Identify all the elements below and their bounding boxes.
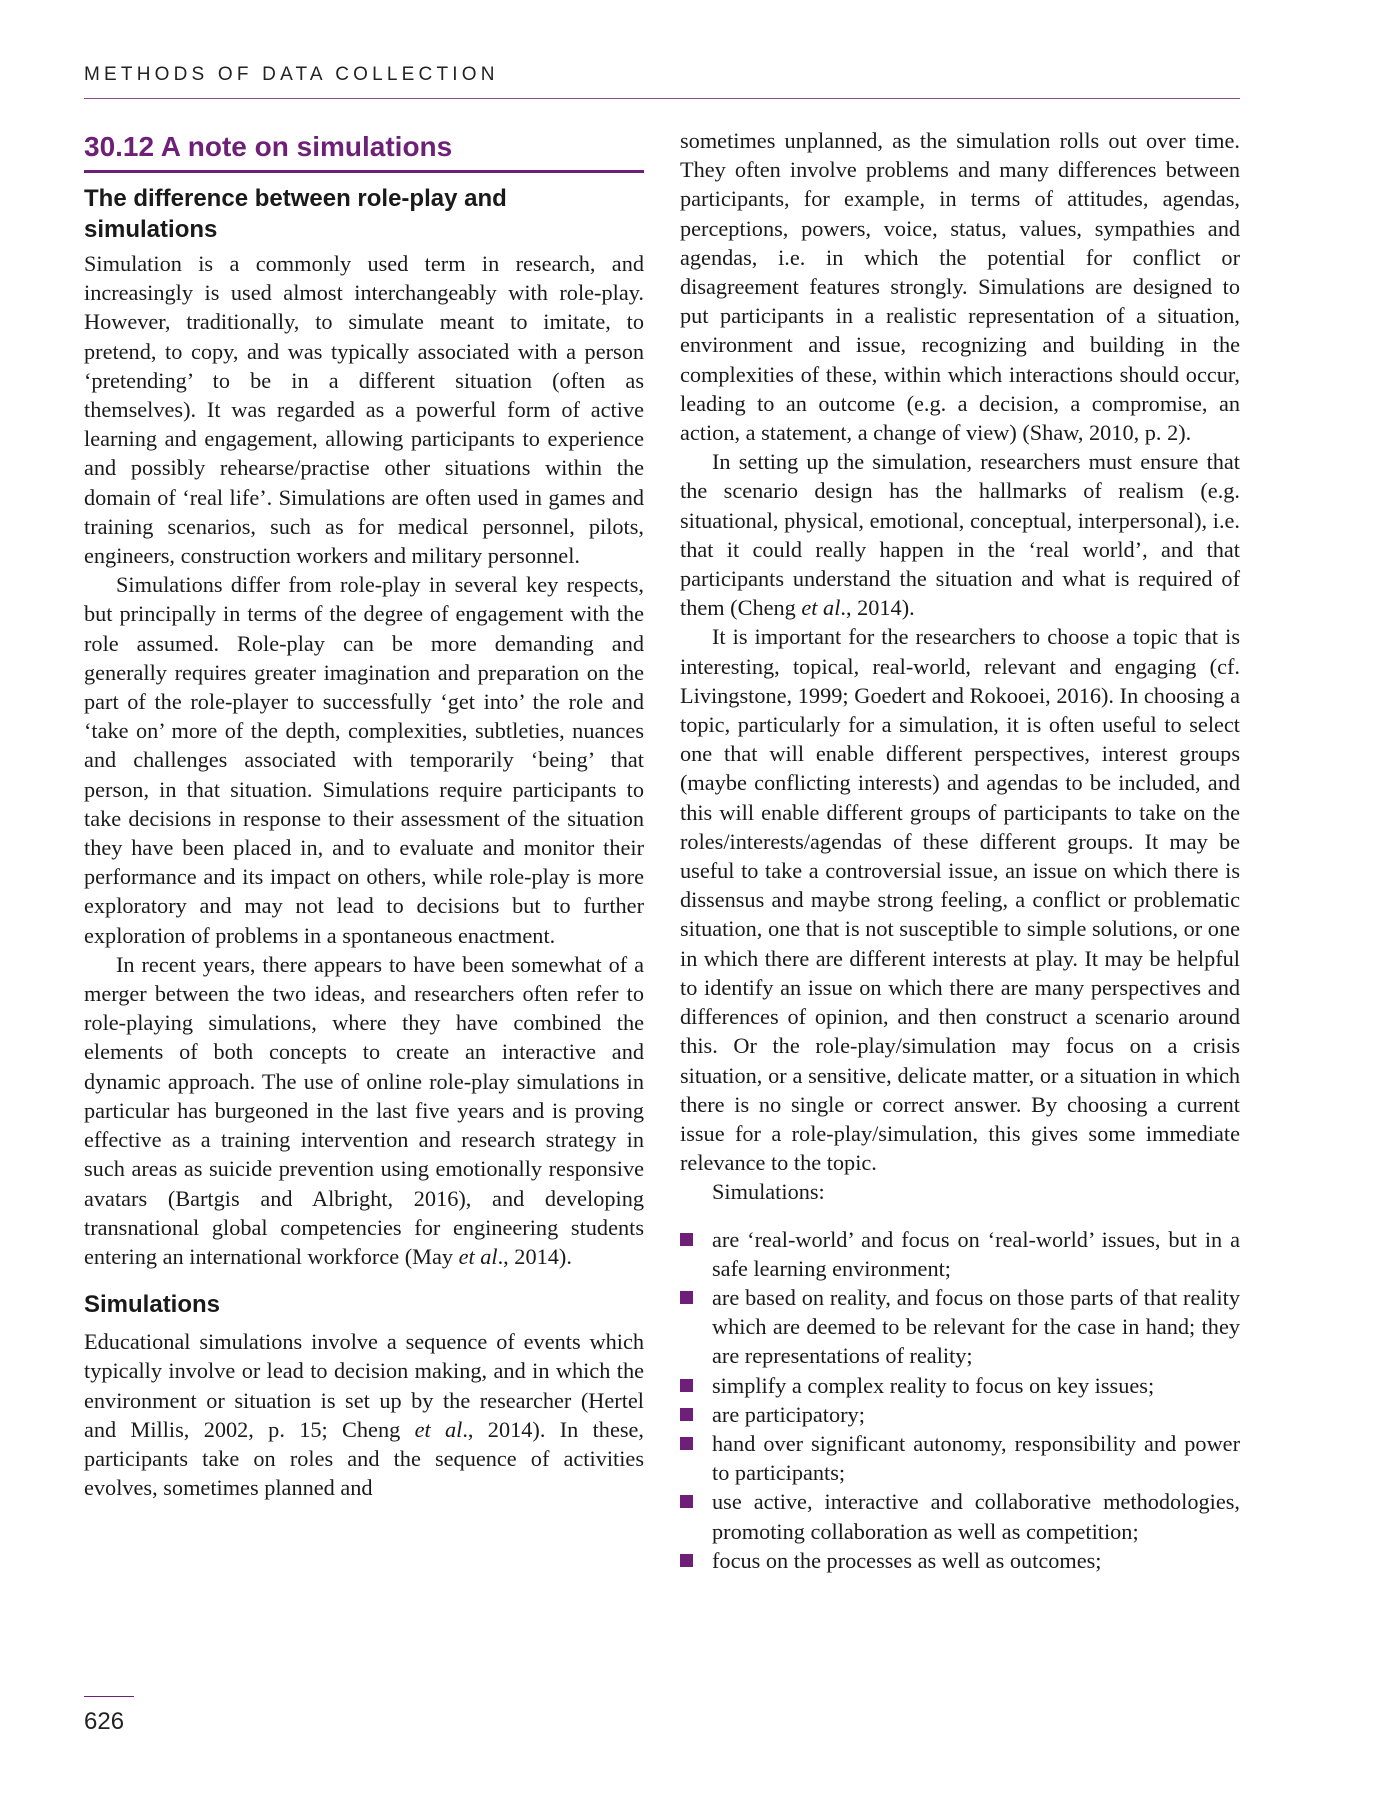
list-item xyxy=(680,1400,1240,1429)
paragraph xyxy=(84,1327,644,1502)
list-item xyxy=(680,1225,1240,1283)
paragraph-text: In setting up the simulation, researchers must ensure that the scenario design has the hallmarks of realism (e.g. situational, physical, emotional, conceptual, interpersonal), i.e. that it could really happen in the ‘real world’, and that participants understand the situation and what is required of them (Cheng xyxy=(680,449,1240,621)
running-head: METHODS OF DATA COLLECTION xyxy=(84,64,499,85)
paragraph: sometimes unplanned, as the simulation rolls out over time. They often involve problems and many differences between participants, for example, in terms of attitudes, agendas, perceptions, powers, voice, status, values, sympathies and agendas, i.e. in which the potential for conflict or disagreement features strongly. Simulations are designed to put participants in a realistic representation of a situation, environment and issue, recognizing and building in the complexities of these, within which interactions should occur, leading to an outcome (e.g. a decision, a compromise, an action, a statement, a change of view) (Shaw, 2010, p. 2). xyxy=(680,128,1240,446)
page-number: 626 xyxy=(84,1708,125,1735)
square-bullet-icon xyxy=(680,1291,693,1304)
paragraph: It is important for the researchers to choose a topic that is interesting, topical, real-world, relevant and engaging (cf. Livingstone, 1999; Goedert and Rokooei, 2016). In choosing a topic, particularly for a simulation, it is often useful to select one that will enable different perspectives, interest groups (maybe conflicting interests) and agendas to be included, and this will enable different groups of participants to take on the roles/interests/agendas of these different groups. It may be useful to take a controversial issue, an issue on which there is dissensus and maybe strong feeling, a conflict or problematic situation, one that is not susceptible to simple solutions, or one in which there are different interests at play. It may be helpful to identify an issue on which there are many perspectives and differences of opinion, and then construct a scenario around this. Or the role-play/simulation may focus on a crisis situation, or a sensitive, delicate matter, or a situation in which there is no single or correct answer. By choosing a current issue for a role-play/simulation, this gives some immediate relevance to the topic. xyxy=(680,624,1240,1176)
italic-citation: et al xyxy=(414,1416,463,1442)
list-item xyxy=(680,1546,1240,1575)
paragraph xyxy=(680,447,1240,622)
paragraph xyxy=(84,950,644,1271)
subhead-roleplay-vs-simulations: The difference between role-play and simulations xyxy=(84,185,507,243)
header-rule xyxy=(84,98,1240,99)
subhead-simulations: Simulations xyxy=(84,1291,221,1319)
list-item-text: simplify a complex reality to focus on key issues; xyxy=(712,1372,1155,1398)
list-item-text: are ‘real-world’ and focus on ‘real-world’ issues, but in a safe learning environment; xyxy=(712,1226,1240,1281)
list-item xyxy=(680,1371,1240,1400)
italic-citation: et al xyxy=(458,1243,498,1269)
list-item-text: are based on reality, and focus on those parts of that reality which are deemed to be relevant for the case in hand; they are representations of reality; xyxy=(712,1284,1240,1369)
square-bullet-icon xyxy=(680,1408,693,1421)
paragraph-text: ., 2014). In these, participants take on roles and the sequence of activities evolves, sometimes planned and xyxy=(84,1416,644,1501)
square-bullet-icon xyxy=(680,1379,693,1392)
list-item xyxy=(680,1487,1240,1545)
square-bullet-icon xyxy=(680,1554,693,1567)
list-intro: Simulations: xyxy=(712,1179,825,1205)
list-item-text: hand over significant autonomy, responsibility and power to participants; xyxy=(712,1430,1240,1486)
left-column xyxy=(84,126,644,1502)
folio-rule xyxy=(84,1696,134,1697)
paragraph-text: In recent years, there appears to have been somewhat of a merger between the two ideas, and researchers often refer to role-playing simulations, where they have combined the elements of both concepts to create an interactive and dynamic approach. The use of online role-play simulations in particular has burgeoned in the last five years and is proving effective as a training intervention and research strategy in such areas as suicide prevention using emotionally responsive avatars (Bartgis and Albright, 2016), and developing transnational global competencies for engineering students entering an international workforce (May xyxy=(84,951,644,1269)
list-item-text: are participatory; xyxy=(712,1401,865,1427)
list-item xyxy=(680,1429,1240,1487)
square-bullet-icon xyxy=(680,1437,693,1450)
list-item xyxy=(680,1283,1240,1371)
section-title: 30.12 A note on simulations xyxy=(84,130,644,173)
list-item-text: use active, interactive and collaborative methodologies, promoting collaboration as well as competition; xyxy=(712,1489,1240,1544)
paragraph: Simulations differ from role-play in several key respects, but principally in terms of the degree of engagement with the role assumed. Role-play can be more demanding and generally requires greater imagination and preparation on the part of the role-player to successfully ‘get into’ the role and ‘take on’ more of the depth, complexities, subtleties, nuances and challenges associated with temporarily ‘being’ that person, in that situation. Simulations require participants to take decisions in response to their assessment of the situation they have been placed in, and to evaluate and monitor their performance and its impact on others, while role-play is more exploratory and may not lead to decisions but to further exploration of problems in a spontaneous enactment. xyxy=(84,572,644,948)
square-bullet-icon xyxy=(680,1233,693,1246)
paragraph: Simulation is a commonly used term in research, and increasingly is used almost interchangeably with role-play. However, traditionally, to simulate meant to imitate, to pretend, to copy, and was typically associated with a person ‘pretending’ to be in a different situation (often as themselves). It was regarded as a powerful form of active learning and engagement, allowing participants to experience and possibly rehearse/practise other situations within the domain of ‘real life’. Simulations are often used in games and training scenarios, such as for medical personnel, pilots, engineers, construction workers and military personnel. xyxy=(84,251,644,569)
paragraph-text: ., 2014). xyxy=(840,595,915,621)
paragraph-text: ., 2014). xyxy=(497,1243,572,1269)
italic-citation: et al xyxy=(801,595,841,621)
right-column xyxy=(680,126,1240,1575)
square-bullet-icon xyxy=(680,1495,693,1508)
list-item-text: focus on the processes as well as outcomes; xyxy=(712,1547,1102,1573)
paragraph-text: Educational simulations involve a sequence of events which typically involve or lead to decision making, and in which the environment or situation is set up by the researcher (Hertel and Millis, 2002, p. 15; Cheng xyxy=(84,1329,644,1442)
bullet-list xyxy=(680,1225,1240,1575)
